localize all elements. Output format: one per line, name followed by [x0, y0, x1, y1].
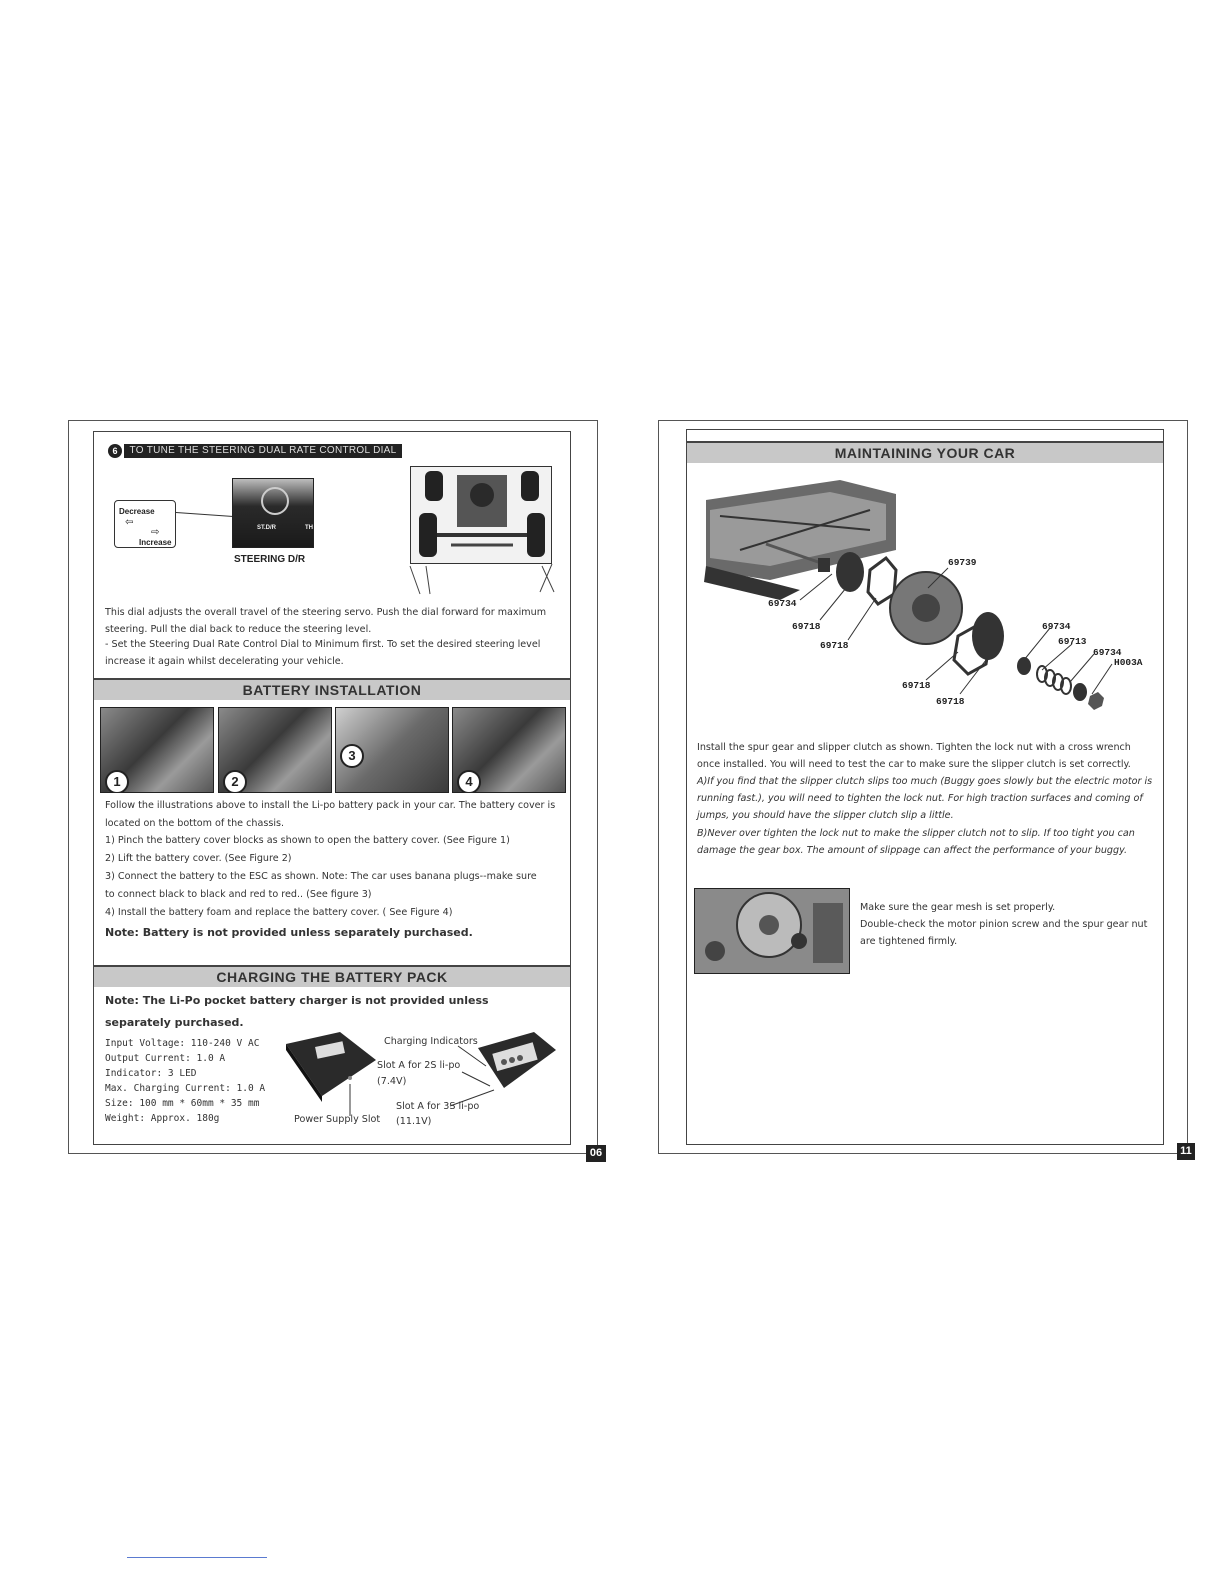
dial-increase-label: Increase [139, 538, 172, 547]
maintaining-paragraph-3: B)Never over tighten the lock nut to make the slipper clutch not to slip. If too tight you can damage the gear box. The amount of slippage can affect the performance of your buggy. [697, 828, 1135, 856]
steering-paragraph-1: This dial adjusts the overall travel of the steering servo. Push the dial forward for maximum steering. Pull the dial back to reduce the steering level. [105, 607, 547, 635]
section6-header: TO TUNE THE STEERING DUAL RATE CONTROL DIAL [124, 444, 402, 458]
steering-paragraph-2: - Set the Steering Dual Rate Control Dial to Minimum first. To set the desired steering level increase it again whilst decelerating your vehicle. [105, 639, 541, 667]
photo-number-4: 4 [457, 770, 481, 793]
gear-mesh-photo [694, 888, 850, 974]
right-page-number: 11 [1177, 1143, 1195, 1160]
spec-weight: Weight: Approx. 180g [105, 1113, 220, 1124]
arrow-right-icon: ⇨ [151, 527, 160, 538]
spec-input-voltage: Input Voltage: 110-240 V AC [105, 1038, 260, 1049]
dial-chip-th: TH [305, 525, 313, 531]
steering-dial-icon [261, 487, 289, 515]
charging-indicators-label: Charging Indicators [384, 1036, 478, 1047]
part-label-69718-c: 69718 [902, 680, 931, 691]
part-label-69739: 69739 [948, 557, 977, 568]
maintaining-paragraph-1: Install the spur gear and slipper clutch as shown. Tighten the lock nut with a cross wrench once installed. You will need to test the car to make sure the slipper clutch is set correctly. [697, 742, 1131, 770]
part-label-69734-b: 69734 [1042, 621, 1071, 632]
battery-photo-1 [100, 707, 214, 793]
battery-step-4: 4) Install the battery foam and replace the battery cover. ( See Figure 4) [105, 907, 453, 918]
charging-note: Note: The Li-Po pocket battery charger is not provided unless separately purchased. [105, 994, 489, 1029]
battery-note: Note: Battery is not provided unless separately purchased. [105, 926, 473, 939]
maintaining-header: MAINTAINING YOUR CAR [687, 441, 1163, 463]
photo-number-2: 2 [223, 770, 247, 793]
part-label-69713: 69713 [1058, 636, 1087, 647]
power-supply-label: Power Supply Slot [294, 1114, 381, 1125]
part-label-69734-a: 69734 [768, 598, 797, 609]
maintaining-paragraph-2: A)If you find that the slipper clutch slips too much (Buggy goes slowly but the electric motor is running fast.), you will need to tighten the lock nut. For high traction surfaces and coming of jumps, you should have the slipper clutch slip a little. [697, 776, 1153, 821]
dial-indicator-box [114, 500, 176, 548]
battery-installation-header: BATTERY INSTALLATION [94, 678, 570, 700]
scan-underline [127, 1557, 267, 1558]
battery-photo-3 [335, 707, 449, 793]
gear-mesh-illustration [695, 889, 850, 974]
dial-caption: STEERING D/R [234, 554, 306, 565]
transmitter-photo [232, 478, 314, 548]
gear-mesh-text-2: Double-check the motor pinion screw and the spur gear nut are tightened firmly. [860, 919, 1148, 947]
dial-chip-stdr: ST.D/R [257, 525, 277, 531]
part-label-69718-b: 69718 [820, 640, 849, 651]
battery-step-1: 1) Pinch the battery cover blocks as shown to open the battery cover. (See Figure 1) [105, 835, 510, 846]
dial-decrease-label: Decrease [119, 507, 155, 516]
battery-photo-2 [218, 707, 332, 793]
spec-output-current: Output Current: 1.0 A [105, 1053, 226, 1064]
part-label-h003a: H003A [1114, 657, 1143, 668]
battery-step-3: 3) Connect the battery to the ESC as shown. Note: The car uses banana plugs--make sure to connect black to black and red to red.. (See figure 3) [105, 871, 537, 900]
slot-3s-label-line1: Slot A for 3S li-po [396, 1101, 480, 1112]
spec-max-charging: Max. Charging Current: 1.0 A [105, 1083, 266, 1094]
battery-step-2: 2) Lift the battery cover. (See Figure 2) [105, 853, 292, 864]
spec-size: Size: 100 mm * 60mm * 35 mm [105, 1098, 260, 1109]
slot-3s-label-line2: (11.1V) [396, 1116, 432, 1127]
slot-2s-label-line2: (7.4V) [377, 1076, 407, 1087]
photo-number-3: 3 [340, 744, 364, 768]
buggy-front-photo [410, 466, 552, 564]
arrow-left-icon: ⇦ [125, 517, 134, 528]
slot-2s-label-line1: Slot A for 2S li-po [377, 1060, 461, 1071]
buggy-front-illustration [411, 467, 552, 564]
battery-intro: Follow the illustrations above to install the Li-po battery pack in your car. The battery cover is located on the bottom of the chassis. [105, 800, 556, 829]
steering-angle-lines [402, 562, 562, 598]
part-label-69718-a: 69718 [792, 621, 821, 632]
spec-indicator: Indicator: 3 LED [105, 1068, 197, 1079]
gear-mesh-text-1: Make sure the gear mesh is set properly. [860, 902, 1056, 913]
charging-header: CHARGING THE BATTERY PACK [94, 965, 570, 987]
part-label-69718-d: 69718 [936, 696, 965, 707]
section6-number-badge: 6 [108, 444, 122, 458]
left-page-number: 06 [586, 1145, 606, 1162]
photo-number-1: 1 [105, 770, 129, 793]
part-label-69734-c: 69734 [1093, 647, 1122, 658]
battery-photo-4 [452, 707, 566, 793]
